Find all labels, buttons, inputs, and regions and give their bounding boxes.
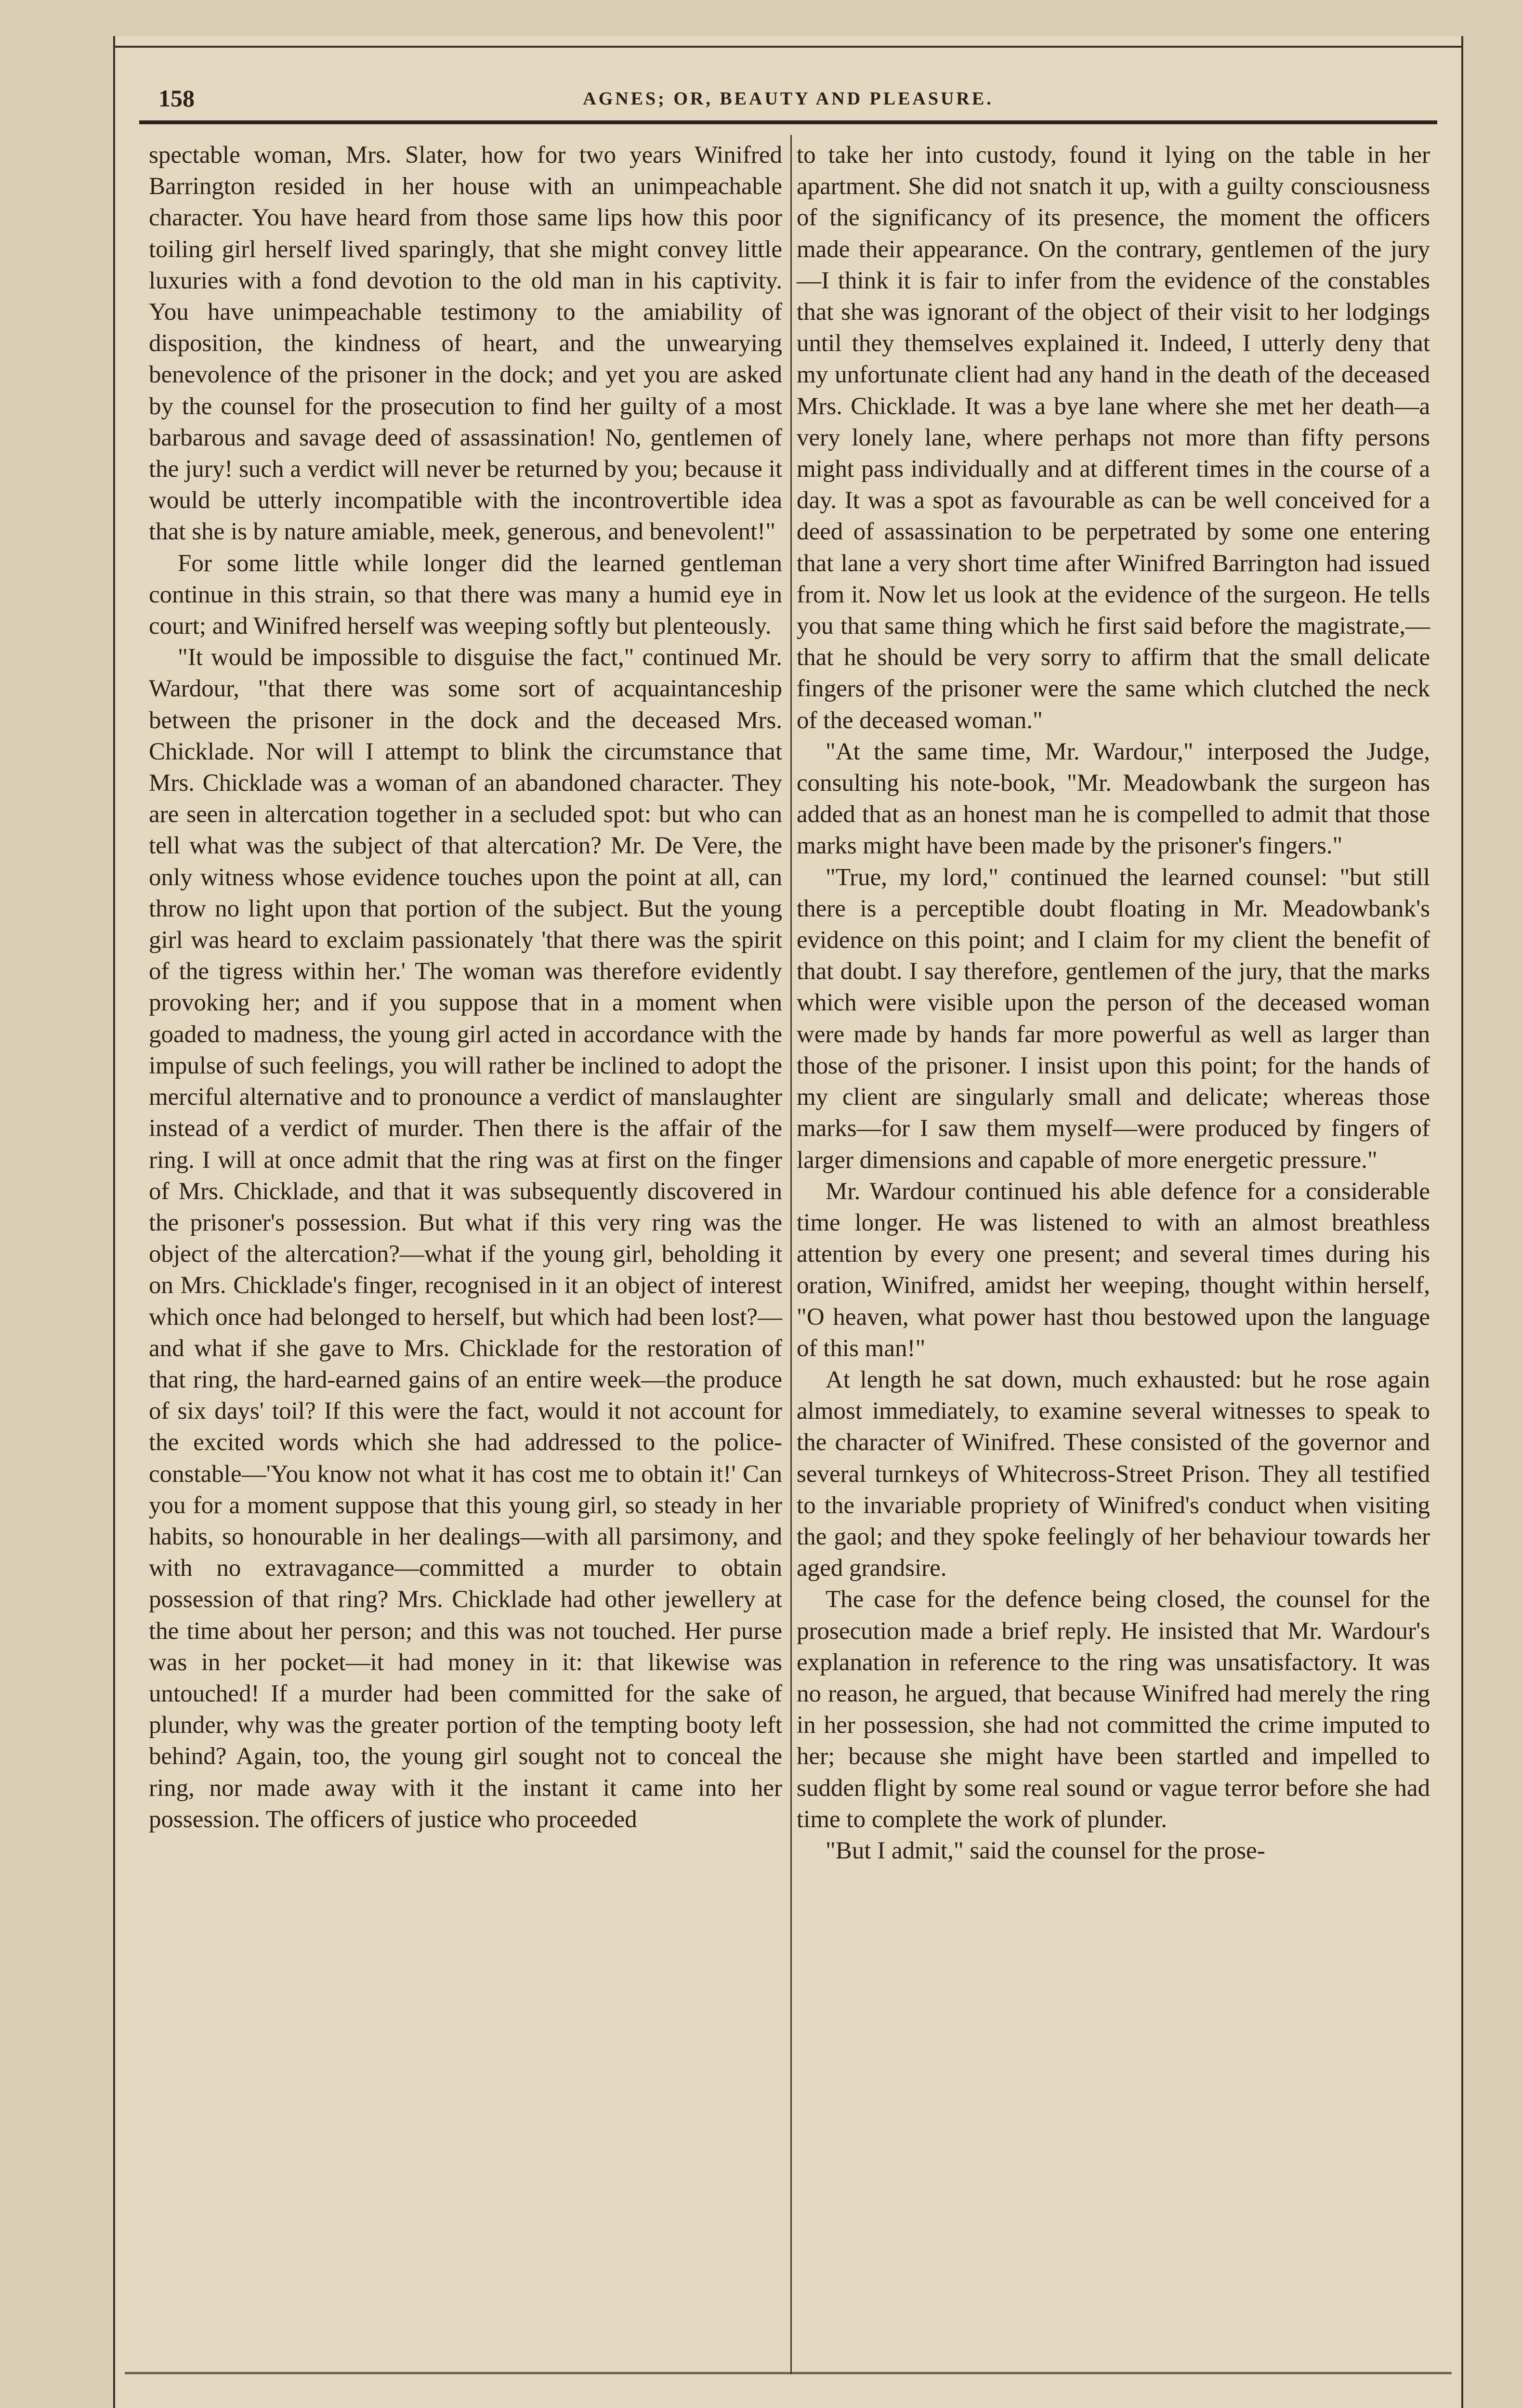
column-divider bbox=[790, 135, 792, 2374]
header-rule bbox=[139, 120, 1437, 124]
top-border-rule bbox=[115, 46, 1461, 48]
right-column bbox=[797, 140, 1430, 1867]
page-header bbox=[115, 84, 1461, 123]
running-title: AGNES; OR, BEAUTY AND PLEASURE. bbox=[583, 89, 994, 109]
paragraph: "It would be impossible to disguise the fact," continued Mr. Wardour, "that there was some sort of acquaintanceship between the prisoner in the dock and the deceased Mrs. Chicklade. Nor will I attempt to blink the circumstance that Mrs. Chicklade was a woman of an abandoned character. They are seen in altercation together in a secluded spot: but who can tell what was the subject of that altercation? Mr. De Vere, the only witness whose evidence touches upon the point at all, can throw no light upon that portion of the subject. But the young girl was heard to exclaim passionately 'that there was the spirit of the tigress within her.' The woman was therefore evidently provoking her; and if you suppose that in a moment when goaded to madness, the young girl acted in accordance with the impulse of such feelings, you will rather be inclined to adopt the merciful alternative and to pronounce a verdict of manslaughter instead of a verdict of murder. Then there is the affair of the ring. I will at once admit that the ring was at first on the finger of Mrs. Chicklade, and that it was subsequently discovered in the prisoner's possession. But what if this very ring was the object of the altercation?—what if the young girl, beholding it on Mrs. Chicklade's finger, recognised in it an object of interest which once had belonged to herself, but which had been lost?—and what if she gave to Mrs. Chicklade for the restoration of that ring, the hard-earned gains of an entire week—the produce of six days' toil? If this were the fact, would it not account for the excited words which she had addressed to the police-constable—'You know not what it has cost me to obtain it!' Can you for a moment suppose that this young girl, so steady in her habits, so honourable in her dealings—with all parsimony, and with no extravagance—committed a murder to obtain possession of that ring? Mrs. Chicklade had other jewellery at the time about her person; and this was not touched. Her purse was in her pocket—it had money in it: that likewise was untouched! If a murder had been committed for the sake of plunder, why was the greater portion of the tempting booty left behind? Again, too, the young girl sought not to conceal the ring, nor made away with it the instant it came into her possession. The officers of justice who proceeded bbox=[149, 644, 782, 1833]
bottom-rule bbox=[125, 2372, 1452, 2374]
paragraph: "At the same time, Mr. Wardour," interposed the Judge, consulting his note-book, "Mr. Meadowbank the surgeon has added that as an honest man he is compelled to admit that those marks might have been made by the prisoner's fingers." bbox=[797, 738, 1430, 860]
page-number: 158 bbox=[158, 85, 195, 112]
paragraph: For some little while longer did the learned gentleman continue in this strain, so that there was many a humid eye in court; and Winifred herself was weeping softly but plenteously. bbox=[149, 550, 782, 640]
paragraph: At length he sat down, much exhausted: but he rose again almost immediately, to examine several witnesses to speak to the character of Winifred. These consisted of the governor and several turnkeys of Whitecross-Street Prison. They all testified to the invariable propriety of Winifred's conduct when visiting the gaol; and they spoke feelingly of her behaviour towards her aged grandsire. bbox=[797, 1366, 1430, 1582]
paragraph: The case for the defence being closed, the counsel for the prosecution made a brief reply. He insisted that Mr. Wardour's explanation in reference to the ring was unsatisfactory. It was no reason, he argued, that because Winifred had merely the ring in her possession, she had not committed the crime imputed to her; because she might have been startled and impelled to sudden flight by some real sound or vague terror before she had time to complete the work of plunder. bbox=[797, 1586, 1430, 1833]
paragraph: spectable woman, Mrs. Slater, how for two years Winifred Barrington resided in her house with an unimpeachable character. You have heard from those same lips how this poor toiling girl herself lived sparingly, that she might convey little luxuries with a fond devotion to the old man in his captivity. You have unimpeachable testimony to the amiability of disposition, the kindness of heart, and the unwearying benevolence of the prisoner in the dock; and yet you are asked by the counsel for the prosecution to find her guilty of a most barbarous and savage deed of assassination! No, gentlemen of the jury! such a verdict will never be returned by you; because it would be utterly incompatible with the incontrovertible idea that she is by nature amiable, meek, generous, and benevolent!" bbox=[149, 142, 782, 546]
paragraph: to take her into custody, found it lying on the table in her apartment. She did not snatch it up, with a guilty consciousness of the significancy of its presence, the moment the officers made their appearance. On the contrary, gentlemen of the jury—I think it is fair to infer from the evidence of the constables that she was ignorant of the object of their visit to her lodgings until they themselves explained it. Indeed, I utterly deny that my unfortunate client had any hand in the death of the deceased Mrs. Chicklade. It was a bye lane where she met her death—a very lonely lane, where perhaps not more than fifty persons might pass individually and at different times in the course of a day. It was a spot as favourable as can be well conceived for a deed of assassination to be perpetrated by some one entering that lane a very short time after Winifred Barrington had issued from it. Now let us look at the evidence of the surgeon. He tells you that same thing which he first said before the magistrate,—that he should be very sorry to affirm that the small delicate fingers of the prisoner were the same which clutched the neck of the deceased woman." bbox=[797, 142, 1430, 734]
left-column bbox=[149, 140, 782, 1835]
paragraph: "But I admit," said the counsel for the prose- bbox=[826, 1837, 1265, 1864]
paragraph: "True, my lord," continued the learned counsel: "but still there is a perceptible doubt floating in Mr. Meadowbank's evidence on this point; and I claim for my client the benefit of that doubt. I say therefore, gentlemen of the jury, that the marks which were visible upon the person of the deceased woman were made by hands far more powerful as well as larger than those of the prisoner. I insist upon this point; for the hands of my client are singularly small and delicate; whereas those marks—for I saw them myself—were produced by fingers of larger dimensions and capable of more energetic pressure." bbox=[797, 864, 1430, 1174]
paragraph: Mr. Wardour continued his able defence for a considerable time longer. He was listened to with an almost breathless attention by every one present; and several times during his oration, Winifred, amidst her weeping, thought within herself, "O heaven, what power hast thou bestowed upon the language of this man!" bbox=[797, 1178, 1430, 1362]
book-page bbox=[113, 36, 1463, 2408]
